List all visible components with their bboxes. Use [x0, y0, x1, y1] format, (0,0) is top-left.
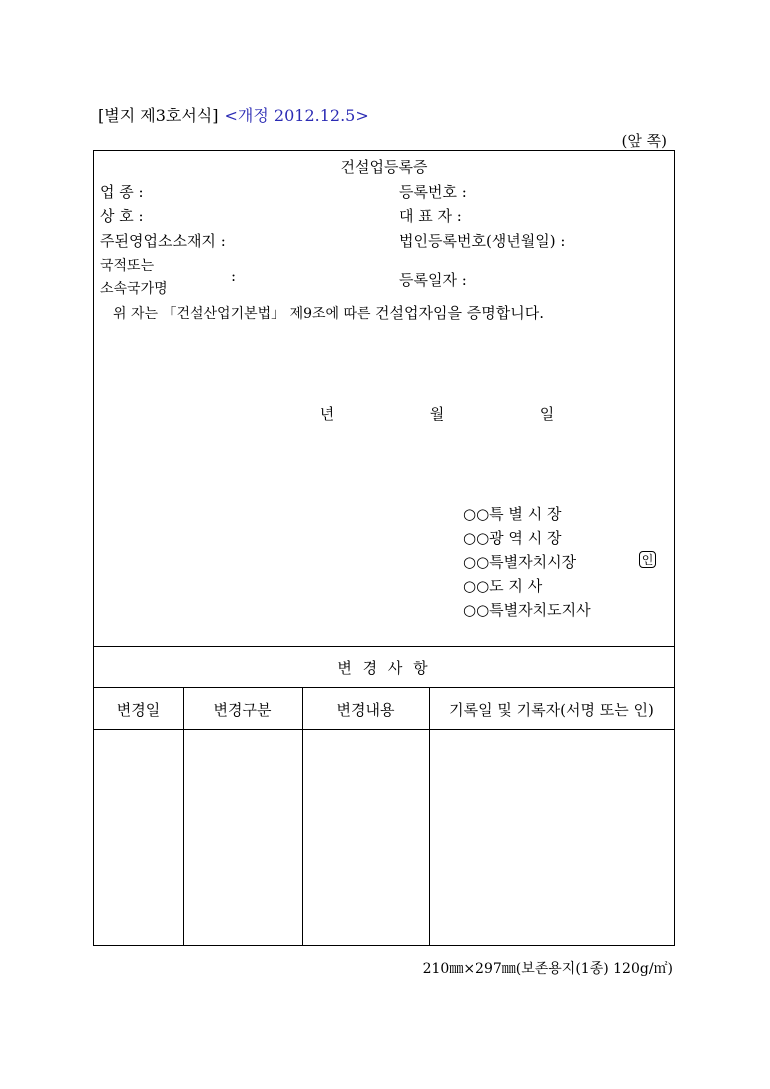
field-registration-no: 등록번호 :	[399, 183, 467, 201]
field-business-type: 업 종 :	[100, 183, 144, 201]
column-divider-3	[429, 687, 430, 945]
issuer-special-autonomous-city: ○○특별자치시장	[463, 553, 577, 571]
issuer-province: ○○도 지 사	[463, 577, 543, 595]
form-header	[98, 103, 369, 126]
column-divider-2	[302, 687, 303, 945]
certificate-form	[93, 150, 675, 946]
field-corp-reg-no: 법인등록번호(생년월일) :	[399, 232, 566, 250]
issuer-metropolitan-special: ○○특 별 시 장	[463, 505, 562, 523]
certificate-title: 건설업등록증	[340, 158, 428, 176]
column-header-change-type: 변경구분	[213, 701, 272, 719]
field-nationality-line1: 국적또는	[100, 258, 155, 274]
revision-note: <개정 2012.12.5>	[224, 106, 369, 125]
column-header-change-content: 변경내용	[336, 701, 395, 719]
changes-title: 변 경 사 항	[337, 659, 431, 677]
issuer-special-autonomous-province: ○○특별자치도지사	[463, 601, 591, 619]
column-header-change-date: 변경일	[116, 701, 161, 719]
field-nationality-line2: 소속국가명	[100, 281, 168, 297]
field-office-location: 주된영업소소재지 :	[100, 232, 226, 250]
column-header-record-info: 기록일 및 기록자(서명 또는 인)	[449, 701, 654, 719]
statement-prefix: 위 자는 「건설산업기본법」 제9조에 따른	[113, 306, 371, 322]
page-side-label: (앞 쪽)	[621, 132, 667, 150]
issuer-metropolitan: ○○광 역 시 장	[463, 529, 562, 547]
field-nationality-colon: :	[231, 267, 237, 285]
paper-spec-footer: 210㎜×297㎜(보존용지(1종) 120g/㎡)	[422, 961, 673, 977]
statement-suffix: 건설업자임을 증명합니다.	[375, 304, 544, 322]
field-representative: 대 표 자 :	[399, 207, 462, 225]
field-trade-name: 상 호 :	[100, 207, 144, 225]
date-year: 년	[319, 405, 335, 423]
column-divider-1	[183, 687, 184, 945]
form-label: [별지 제3호서식]	[98, 106, 219, 125]
changes-header-bottom-line	[94, 729, 674, 730]
issue-date	[299, 403, 575, 424]
field-registration-date: 등록일자 :	[399, 271, 467, 289]
date-day: 일	[539, 405, 555, 423]
seal-mark: 인	[639, 551, 656, 568]
date-month: 월	[429, 405, 445, 423]
section-divider	[94, 646, 674, 647]
changes-header-top-line	[94, 687, 674, 688]
certificate-statement	[113, 302, 544, 323]
